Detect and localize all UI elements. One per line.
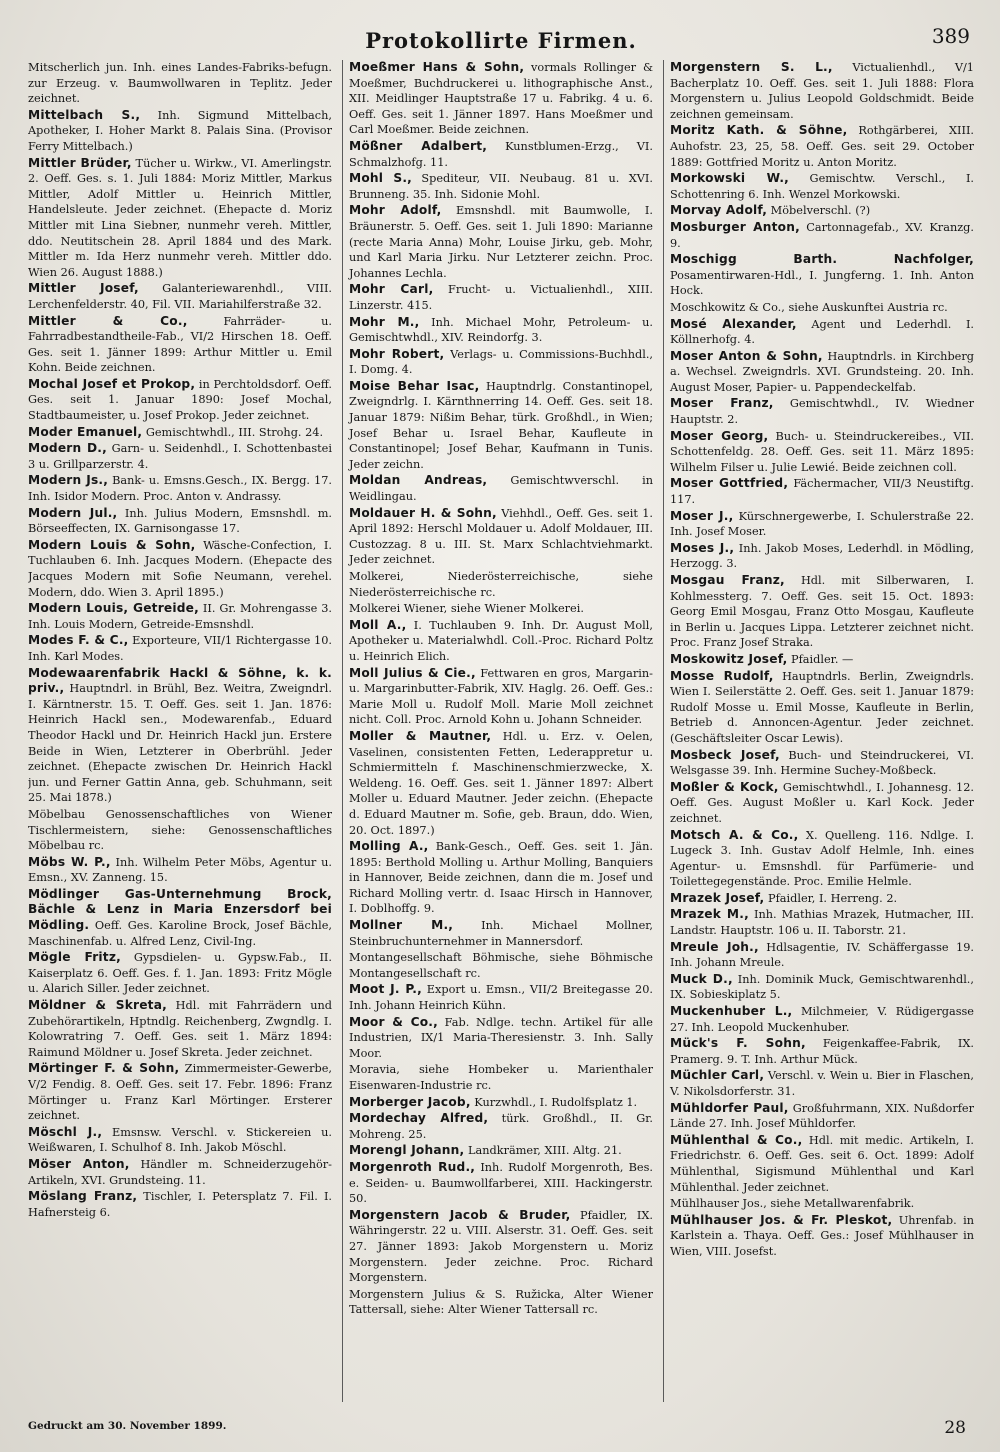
directory-entry (28, 506, 332, 537)
entry-text: Hdlsagentie, IV. Schäffergasse 19. Inh. Johann Mreule. (670, 940, 974, 970)
directory-entry (349, 347, 653, 378)
firm-name: Moser Gottfried, (670, 476, 789, 491)
entry-text: Wäsche-Confection, I. Tuchlauben 6. Inh. Jacques Modern. (Ehepacte des Jacques Modern mit Sofie Neumann, verehel. Modern, ddo. Wien 3. April 1895.) (28, 538, 332, 599)
entry-text: Inh. Michael Mollner, Steinbruchunternehmer in Mannersdorf. (349, 919, 653, 948)
sheet-number: 28 (944, 1418, 966, 1438)
entry-text: Gemischtwverschl. in Weidlingau. (349, 474, 653, 504)
firm-name: Motsch A. & Co., (670, 827, 799, 842)
directory-entry (349, 950, 653, 981)
directory-entry (349, 171, 653, 202)
firm-name: Mohl S., (349, 171, 413, 186)
firm-name: Moßler & Kock, (670, 779, 779, 794)
entry-text: Verlags- u. Commissions-Buchhdl., I. Domg. 4. (349, 347, 653, 377)
directory-entry (28, 1189, 332, 1220)
firm-name: Modern Louis & Sohn, (28, 537, 196, 552)
directory-entry (670, 669, 974, 747)
entry-text: vormals Rollinger & Moeßmer, Buchdruckerei u. lithographische Anst., XII. Meidlinger Hauptstraße 17 u. Fabrikg. 4 u. 6. Oeff. Ges. seit 1. Jänner 1897. Hans Moeßmer und Carl Moeßmer. Beide zeichnen. (349, 61, 653, 137)
entry-text: Buch- u. Steindruckereibes., VII. Schottenfeldg. 28. Oeff. Ges. seit 11. März 1895: Wilhelm Filser u. Julie Lewié. Beide zeichnen coll. (670, 429, 974, 474)
directory-entry (349, 918, 653, 949)
firm-name: Mühlhauser Jos. & Fr. Pleskot, (670, 1212, 893, 1227)
directory-entry (670, 891, 974, 907)
entry-text: Fab. Ndlge. techn. Artikel für alle Industrien, IX/1 Maria-Theresienstr. 3. Inh. Sally Moor. (349, 1015, 653, 1060)
entry-text: Emsnshdl. mit Baumwolle, I. Bräunerstr. 5. Oeff. Ges. seit 1. Juli 1890: Marianne (recte Maria Anna) Mohr, Louise Jirku, geb. Mohr, und Karl Maria Jirku. Nur Letzterer zeichn. Proc. Johannes Lechla. (349, 204, 653, 280)
firm-name: Moor & Co., (349, 1014, 438, 1029)
firm-name: Modewaarenfabrik Hackl & Söhne, k. k. priv., (28, 665, 332, 696)
directory-entry (670, 476, 974, 507)
firm-name: Morgenstern Jacob & Bruder, (349, 1207, 571, 1222)
entry-text: Molkerei, Niederösterreichische, siehe Niederösterreichische rc. (349, 570, 653, 599)
directory-entry (349, 666, 653, 728)
entry-text: Victualienhdl., V/1 Bacherplatz 10. Oeff. Ges. seit 1. Juli 1888: Flora Morgenstern u. Julius Leopold Goldschmidt. Beide zeichnen gemeinsam. (670, 61, 974, 121)
firm-name: Moot J. P., (349, 982, 422, 997)
firm-name: Mohr Adolf, (349, 203, 442, 218)
entry-text: Händler m. Schneiderzugehör-Artikeln, XVI. Grundsteing. 11. (28, 1157, 332, 1187)
firm-name: Mreule Joh., (670, 939, 759, 954)
firm-name: Muck D., (670, 971, 733, 986)
directory-entry (28, 281, 332, 312)
directory-entry (670, 780, 974, 827)
directory-entry (349, 1160, 653, 1207)
directory-entry (28, 156, 332, 281)
firm-name: Moll A., (349, 617, 407, 632)
entry-text: Molkerei Wiener, siehe Wiener Molkerei. (349, 602, 584, 616)
entry-text: Pfaidler, IX. Währingerstr. 22 u. VIII. Alserstr. 31. Oeff. Ges. seit 27. Jänner 1893: Jakob Morgenstern u. Moriz Morgenstern. Jeder zeichne. Proc. Richard Morgenstern. (349, 1208, 653, 1285)
directory-entry (28, 633, 332, 664)
directory-entry (670, 123, 974, 170)
entry-text: Hauptndrl. in Brühl, Bez. Weitra, Zweigndrl. I. Kärntnerstr. 15. T. Oeff. Ges. seit 1. Jan. 1876: Heinrich Hackl sen., Modewarenfab., Eduard Theodor Hackl und Dr. Heinrich Hackl jun. Erstere Beide in Wien, Letzterer in Oberbrühl. Jeder zeichnet. (Ehepacte zwischen Dr. Heinrich Hackl jun. und Ferner Gattin Anna, geb. Schuhmann, seit 25. Mai 1878.) (28, 682, 332, 805)
firm-name: Mosé Alexander, (670, 316, 797, 331)
firm-name: Mollner M., (349, 918, 454, 933)
column-left (28, 60, 332, 1402)
entry-text: Moschkowitz & Co., siehe Auskunftei Austria rc. (670, 300, 948, 314)
entry-text: Hauptndrlg. Constantinopel, Zweigndrlg. I. Kärnthnerring 14. Oeff. Ges. seit 18. Januar 1879: Nißim Behar, türk. Großhdl., in Wien; Josef Behar u. Israel Behar, Kaufleute in Constantinopel; Josef Behar, Kaufmann in Tunis. Jeder zeichn. (349, 379, 653, 471)
directory-entry (670, 396, 974, 427)
page-footer (28, 1408, 974, 1438)
entry-text: Kunstblumen-Erzg., VI. Schmalzhofg. 11. (349, 139, 653, 169)
entry-text: Inh. Wilhelm Peter Möbs, Agentur u. Emsn., XV. Zanneng. 15. (28, 855, 332, 885)
firm-name: Mößner Adalbert, (349, 138, 488, 153)
directory-entry (28, 1157, 332, 1188)
directory-entry (28, 60, 332, 107)
entry-text: Möbelverschl. (?) (767, 204, 871, 218)
directory-entry (349, 473, 653, 504)
firm-name: Mosgau Franz, (670, 573, 785, 587)
entry-text: Hauptndrls. in Kirchberg a. Wechsel. Zweigndrls. XVI. Grundsteing. 20. Inh. August Moser, Papier- u. Pappendeckelfab. (670, 349, 974, 394)
directory-entry (28, 887, 332, 949)
firm-name: Morvay Adolf, (670, 203, 768, 218)
entry-text: Inh. Michael Mohr, Petroleum- u. Gemischtwhdl., XIV. Reindorfg. 3. (349, 315, 653, 345)
entry-text: Galanteriewarenhdl., VIII. Lerchenfelderstr. 40, Fil. VII. Mariahilferstraße 32. (28, 282, 332, 311)
directory-entry (28, 855, 332, 886)
directory-entry (670, 748, 974, 779)
directory-entry (670, 203, 974, 219)
directory-entry (670, 60, 974, 122)
directory-entry (670, 171, 974, 202)
firm-name: Moser J., (670, 508, 734, 523)
directory-entry (28, 377, 332, 424)
firm-name: Mordechay Alfred, (349, 1111, 489, 1126)
directory-entry (670, 317, 974, 348)
directory-entry (28, 666, 332, 806)
firm-name: Mück's F. Sohn, (670, 1036, 806, 1051)
directory-entry (349, 379, 653, 473)
entry-text: Feigenkaffee-Fabrik, IX. Pramerg. 9. T. Inh. Arthur Mück. (670, 1037, 974, 1066)
entry-text: Moravia, siehe Hombeker u. Marienthaler Eisenwaren-Industrie rc. (349, 1063, 653, 1092)
entry-text: Viehhdl., Oeff. Ges. seit 1. April 1892: Herschl Moldauer u. Adolf Moldauer, III. Custozzag. 8 u. III. St. Marx Schlachtviehmarkt. Jeder zeichnet. (349, 506, 653, 567)
entry-text: Uhrenfab. in Karlstein a. Thaya. Oeff. Ges.: Josef Mühlhauser in Wien, VIII. Josefst. (670, 1213, 974, 1258)
entry-text: Kürschnergewerbe, I. Schulerstraße 22. Inh. Josef Moser. (670, 509, 974, 539)
firm-name: Möslang Franz, (28, 1189, 138, 1204)
directory-entry (28, 108, 332, 155)
directory-entry (349, 569, 653, 600)
firm-name: Moldauer H. & Sohn, (349, 505, 497, 520)
firm-name: Modern Louis, Getreide, (28, 601, 199, 616)
entry-text: I. Tuchlauben 9. Inh. Dr. August Moll, Apotheker u. Materialwhdl. Coll.-Proc. Richard Poltz u. Heinrich Elich. (349, 618, 653, 663)
page-title: Protokollirte Firmen. (365, 28, 637, 53)
directory-entry (28, 441, 332, 472)
directory-entry (28, 998, 332, 1060)
directory-entry (670, 1196, 974, 1212)
entry-text: Fettwaren en gros, Margarin- u. Margarinbutter-Fabrik, XIV. Haglg. 26. Oeff. Ges.: Marie Moll u. Rudolf Moll. Marie Moll zeichnet nicht. Coll. Proc. Arnold Kohn u. Johann Schneider. (349, 666, 653, 727)
firm-name: Moldan Andreas, (349, 473, 488, 488)
entry-text: Milchmeier, V. Rüdigergasse 27. Inh. Leopold Muckenhuber. (670, 1005, 974, 1034)
entry-text: Posamentirwaren-Hdl., I. Jungferng. 1. Inh. Anton Hock. (670, 268, 974, 298)
firm-name: Möschl J., (28, 1124, 103, 1139)
entry-text: türk. Großhdl., II. Gr. Mohreng. 25. (349, 1112, 653, 1141)
entry-text: Garn- u. Seidenhdl., I. Schottenbastei 3 u. Grillparzerstr. 4. (28, 442, 332, 471)
firm-name: Muckenhuber L., (670, 1004, 793, 1019)
directory-entry (349, 982, 653, 1013)
entry-text: Pfaidler, I. Herreng. 2. (764, 891, 898, 905)
column-middle (342, 60, 653, 1402)
firm-name: Mohr Robert, (349, 346, 445, 361)
firm-name: Mosburger Anton, (670, 219, 800, 234)
directory-entry (670, 1213, 974, 1260)
entry-text: X. Quelleng. 116. Ndlge. I. Lugeck 3. Inh. Gustav Adolf Helmle, Inh. eines Agentur- u. Emsnshdl. für Parfümerie- und Toilettegegenstände. Proc. Emilie Helmle. (670, 828, 974, 889)
directory-entry (670, 652, 974, 668)
entry-text: Gypsdielen- u. Gypsw.Fab., II. Kaiserplatz 6. Oeff. Ges. f. 1. Jan. 1893: Fritz Mögle u. Alarich Siller. Jeder zeichnet. (28, 951, 332, 996)
print-date-note: Gedruckt am 30. November 1899. (28, 1420, 227, 1432)
directory-entry (349, 601, 653, 617)
directory-entry (349, 60, 653, 138)
firm-name: Mohr M., (349, 314, 420, 329)
firm-name: Modern Js., (28, 473, 109, 488)
directory-entry (28, 601, 332, 632)
directory-entry (670, 220, 974, 251)
entry-text: Inh. Mathias Mrazek, Hutmacher, III. Landstr. Hauptstr. 106 u. II. Taborstr. 21. (670, 908, 974, 938)
entry-text: Frucht- u. Victualienhdl., XIII. Linzerstr. 415. (349, 283, 653, 312)
firm-name: Mosse Rudolf, (670, 668, 774, 683)
entry-text: Rothgärberei, XIII. Auhofstr. 23, 25, 58. Oeff. Ges. seit 29. October 1889: Gottfried Moritz u. Anton Moritz. (670, 124, 974, 169)
page-number: 389 (931, 24, 970, 48)
entry-text: Hdl. mit medic. Artikeln, I. Friedrichstr. 6. Oeff. Ges. seit 6. Oct. 1899: Adolf Mühlenthal, Sigismund Mühlenthal und Karl Mühlenthal. Jeder zeichnet. (670, 1133, 974, 1194)
entry-text: Hdl. mit Fahrrädern und Zubehörartikeln, Hptndlg. Reichenberg, Zwgndlg. I. Kolowratring 7. Oeff. Ges. seit 1. März 1894: Raimund Möldner u. Josef Skreta. Jeder zeichnet. (28, 999, 332, 1059)
entry-text: Gemischtwhdl., IV. Wiedner Hauptstr. 2. (670, 397, 974, 427)
entry-text: Inh. Sigmund Mittelbach, Apotheker, I. Hoher Markt 8. Palais Sina. (Provisor Ferry Mittelbach.) (28, 108, 332, 153)
directory-entry (28, 807, 332, 854)
entry-text: Bank- u. Emsns.Gesch., IX. Bergg. 17. Inh. Isidor Modern. Proc. Anton v. Andrassy. (28, 474, 332, 504)
firm-name: Moser Georg, (670, 428, 769, 443)
entry-text: Landkrämer, XIII. Altg. 21. (464, 1144, 622, 1158)
directory-entry (28, 538, 332, 600)
directory-entry (349, 1111, 653, 1142)
directory-entry (670, 573, 974, 651)
entry-text: Cartonnagefab., XV. Kranzg. 9. (670, 220, 974, 250)
firm-name: Morkowski W., (670, 171, 789, 186)
directory-entry (349, 139, 653, 170)
entry-text: Pfaidler. — (787, 652, 854, 666)
firm-name: Modern Jul., (28, 505, 118, 520)
firm-name: Müchler Carl, (670, 1068, 765, 1083)
directory-entry (670, 1133, 974, 1195)
firm-name: Möbs W. P., (28, 854, 111, 869)
entry-text: Mitscherlich jun. Inh. eines Landes-Fabriks-befugn. zur Erzeug. v. Baumwollwaren in Teplitz. Jeder zeichnet. (28, 61, 332, 106)
firm-name: Moise Behar Isac, (349, 378, 480, 393)
firm-name: Mosbeck Josef, (670, 747, 780, 762)
directory-entry (349, 506, 653, 568)
firm-name: Moder Emanuel, (28, 424, 143, 439)
firm-name: Mühlenthal & Co., (670, 1132, 803, 1147)
entry-text: Gemischtwhdl., I. Johannesg. 12. Oeff. Ges. August Moßler u. Karl Kock. Jeder zeichnet. (670, 780, 974, 825)
firm-name: Mörtinger F. & Sohn, (28, 1061, 180, 1076)
entry-text: Gemischtwhdl., III. Strohg. 24. (142, 425, 324, 439)
directory-entry (670, 300, 974, 316)
directory-entry (670, 429, 974, 476)
firm-name: Morengl Johann, (349, 1143, 465, 1158)
entry-text: Tücher u. Wirkw., VI. Amerlingstr. 2. Oeff. Ges. s. 1. Juli 1884: Moriz Mittler, Markus Mittler, Adolf Mittler u. Heinrich Mittler, Handelsleute. Jeder zeichnet. (Ehepacte d. Moriz Mittler mit Lina Siebner, nunmehr vereh. Mittler, ddo. Neutitschein 28. April 1884 und des Mark. Mittler m. Ida Herz nunmehr vereh. Mittler ddo. Wien 26. August 1888.) (28, 156, 332, 279)
entry-text: in Perchtoldsdorf. Oeff. Ges. seit 1. Januar 1890: Josef Mochal, Stadtbaumeister, u. Josef Prokop. Jeder zeichnet. (28, 377, 332, 423)
entry-text: Bank-Gesch., Oeff. Ges. seit 1. Jän. 1895: Berthold Molling u. Arthur Molling, Banquiers in Hannover, Beide zeichnen, dann die m. Josef und Richard Molling vertr. d. Isaac Hirsch in Hannover, I. Doblhoffg. 9. (349, 840, 653, 916)
entry-text: Inh. Julius Modern, Emsnshdl. m. Börseeffecten, IX. Garnisongasse 17. (28, 506, 332, 536)
entry-text: II. Gr. Mohrengasse 3. Inh. Louis Modern, Getreide-Emsnshdl. (28, 602, 332, 631)
directory-entry (349, 1287, 653, 1318)
firm-name: Moll Julius & Cie., (349, 665, 476, 680)
entry-text: Fächermacher, VII/3 Neustiftg. 117. (670, 477, 974, 507)
page-header (28, 22, 974, 60)
entry-text: Fahrräder- u. Fahrradbestandtheile-Fab., VI/2 Hirschen 18. Oeff. Ges. seit 1. Jänner 1899: Arthur Mittler u. Emil Kohn. Beide zeichnen. (28, 314, 332, 375)
text-columns (28, 60, 974, 1402)
directory-entry (670, 1004, 974, 1035)
directory-entry (28, 314, 332, 376)
entry-text: Buch- und Steindruckerei, VI. Welsgasse 39. Inh. Hermine Suchey-Moßbeck. (670, 748, 974, 778)
firm-name: Mittler Brüder, (28, 155, 132, 170)
firm-name: Mödlinger Gas-Unternehmung Brock, Bächle & Lenz in Maria Enzersdorf bei Mödling. (28, 886, 332, 933)
entry-text: Kurzwhdl., I. Rudolfsplatz 1. (470, 1095, 638, 1109)
directory-entry (28, 425, 332, 441)
firm-name: Möser Anton, (28, 1156, 130, 1171)
entry-text: Montangesellschaft Böhmische, siehe Böhmische Montangesellschaft rc. (349, 951, 653, 980)
directory-entry (349, 839, 653, 917)
directory-entry (349, 1095, 653, 1111)
directory-entry (349, 203, 653, 281)
entry-text: Verschl. v. Wein u. Bier in Flaschen, V. Nikolsdorferstr. 31. (670, 1069, 974, 1098)
entry-text: Möbelbau Genossenschaftliches von Wiener Tischlermeistern, siehe: Genossenschaftliches Möbelbau rc. (28, 807, 332, 853)
entry-text: Emsnsw. Verschl. v. Stickereien u. Weißwaren, I. Schulhof 8. Inh. Jakob Möschl. (28, 1125, 332, 1155)
firm-name: Mohr Carl, (349, 282, 434, 297)
directory-entry (28, 473, 332, 504)
entry-text: Morgenstern Julius & S. Ružicka, Alter Wiener Tattersall, siehe: Alter Wiener Tattersall rc. (349, 1287, 653, 1317)
directory-entry (670, 1101, 974, 1132)
directory-entry (670, 940, 974, 971)
firm-name: Moser Anton & Sohn, (670, 348, 823, 363)
column-right (663, 60, 974, 1402)
entry-text: Hdl. u. Erz. v. Oelen, Vaselinen, consistenten Fetten, Lederappretur u. Schmiermitteln f. Maschinenschmierzwecke, X. Weldeng. 16. Oeff. Ges. seit 1. Jänner 1897: Albert Moller u. Eduard Mautner. Jeder zeichn. (Ehepacte d. Eduard Mautner m. Sofie, geb. Braun, ddo. Wien, 20. Oct. 1897.) (349, 729, 653, 837)
firm-name: Mittler Josef, (28, 281, 139, 296)
firm-name: Moser Franz, (670, 396, 774, 411)
entry-text: Exporteure, VII/1 Richtergasse 10. Inh. Karl Modes. (28, 634, 332, 663)
directory-entry (349, 618, 653, 665)
firm-name: Mühldorfer Paul, (670, 1100, 789, 1115)
directory-entry (349, 315, 653, 346)
directory-entry (28, 950, 332, 997)
entry-text: Agent und Lederhdl. I. Köllnerhofg. 4. (670, 317, 974, 347)
firm-name: Mögle Fritz, (28, 950, 121, 965)
firm-name: Molling A., (349, 839, 429, 854)
firm-name: Moses J., (670, 540, 735, 555)
directory-entry (670, 509, 974, 540)
firm-name: Morberger Jacob, (349, 1094, 471, 1109)
directory-entry (28, 1125, 332, 1156)
entry-text: Hdl. mit Silberwaren, I. Kohlmessterg. 7. Oeff. Ges. seit 15. Oct. 1893: Georg Emil Mosgau, Franz Otto Mosgau, Kaufleute in Berlin u. Jacques Lippa. Letzterer zeichnet nicht. Proc. Franz Josef Straka. (670, 574, 974, 650)
directory-entry (670, 349, 974, 396)
firm-name: Moeßmer Hans & Sohn, (349, 60, 525, 74)
entry-text: Spediteur, VII. Neubaug. 81 u. XVI. Brunneng. 35. Inh. Sidonie Mohl. (349, 172, 653, 201)
directory-entry (670, 541, 974, 572)
entry-text: Inh. Rudolf Morgenroth, Bes. e. Seiden- u. Baumwollfarberei, XIII. Hackingerstr. 50. (349, 1160, 653, 1206)
directory-entry (349, 729, 653, 838)
directory-entry (349, 1208, 653, 1286)
directory-entry (670, 972, 974, 1003)
firm-name: Moschigg Barth. Nachfolger, (670, 252, 974, 267)
entry-text: Inh. Jakob Moses, Lederhdl. in Mödling, Herzogg. 3. (670, 541, 974, 571)
entry-text: Zimmermeister-Gewerbe, V/2 Fendig. 8. Oeff. Ges. seit 17. Febr. 1896: Franz Mörtinger u. Franz Karl Mörtinger. Ersterer zeichnet. (28, 1062, 332, 1123)
firm-name: Modes F. & C., (28, 633, 129, 648)
firm-name: Moritz Kath. & Söhne, (670, 123, 848, 138)
firm-name: Moller & Mautner, (349, 728, 492, 743)
directory-entry (349, 1015, 653, 1062)
directory-entry (28, 1061, 332, 1123)
entry-text: Gemischtw. Verschl., I. Schottenring 6. Inh. Wenzel Morkowski. (670, 172, 974, 201)
firm-name: Morgenroth Rud., (349, 1159, 476, 1174)
entry-text: Inh. Dominik Muck, Gemischtwarenhdl., IX. Sobieskiplatz 5. (670, 972, 974, 1002)
firm-name: Moskowitz Josef, (670, 651, 788, 666)
firm-name: Mochal Josef et Prokop, (28, 376, 196, 391)
firm-name: Mittler & Co., (28, 313, 188, 328)
entry-text: Großfuhrmann, XIX. Nußdorfer Lände 27. Inh. Josef Mühldorfer. (670, 1101, 974, 1131)
entry-text: Mühlhauser Jos., siehe Metallwarenfabrik. (670, 1197, 915, 1211)
entry-text: Hauptndrls. Berlin, Zweigndrls. Wien I. Seilerstätte 2. Oeff. Ges. seit 1. Januar 1879: Rudolf Mosse u. Emil Mosse, Kaufleute in Berlin, Betrieb d. Annoncen-Agentur. Jeder zeichnet. (Geschäftsleiter Oscar Lewis). (670, 669, 974, 745)
directory-entry (670, 828, 974, 890)
directory-entry (670, 1036, 974, 1067)
directory-entry (670, 1068, 974, 1099)
firm-name: Mittelbach S., (28, 107, 141, 122)
directory-entry (670, 907, 974, 938)
firm-name: Morgenstern S. L., (670, 60, 833, 74)
directory-entry (349, 1062, 653, 1093)
firm-name: Mrazek Josef, (670, 890, 765, 905)
firm-name: Möldner & Skreta, (28, 998, 167, 1013)
firm-name: Mrazek M., (670, 907, 749, 922)
entry-text: Oeff. Ges. Karoline Brock, Josef Bächle, Maschinenfab. u. Alfred Lenz, Civil-Ing. (28, 919, 332, 948)
directory-entry (670, 252, 974, 299)
entry-text: Export u. Emsn., VII/2 Breitegasse 20. Inh. Johann Heinrich Kühn. (349, 983, 653, 1013)
entry-text: Tischler, I. Petersplatz 7. Fil. I. Hafnersteig 6. (28, 1190, 332, 1219)
directory-entry (349, 1143, 653, 1159)
directory-entry (349, 282, 653, 313)
firm-name: Modern D., (28, 441, 107, 456)
